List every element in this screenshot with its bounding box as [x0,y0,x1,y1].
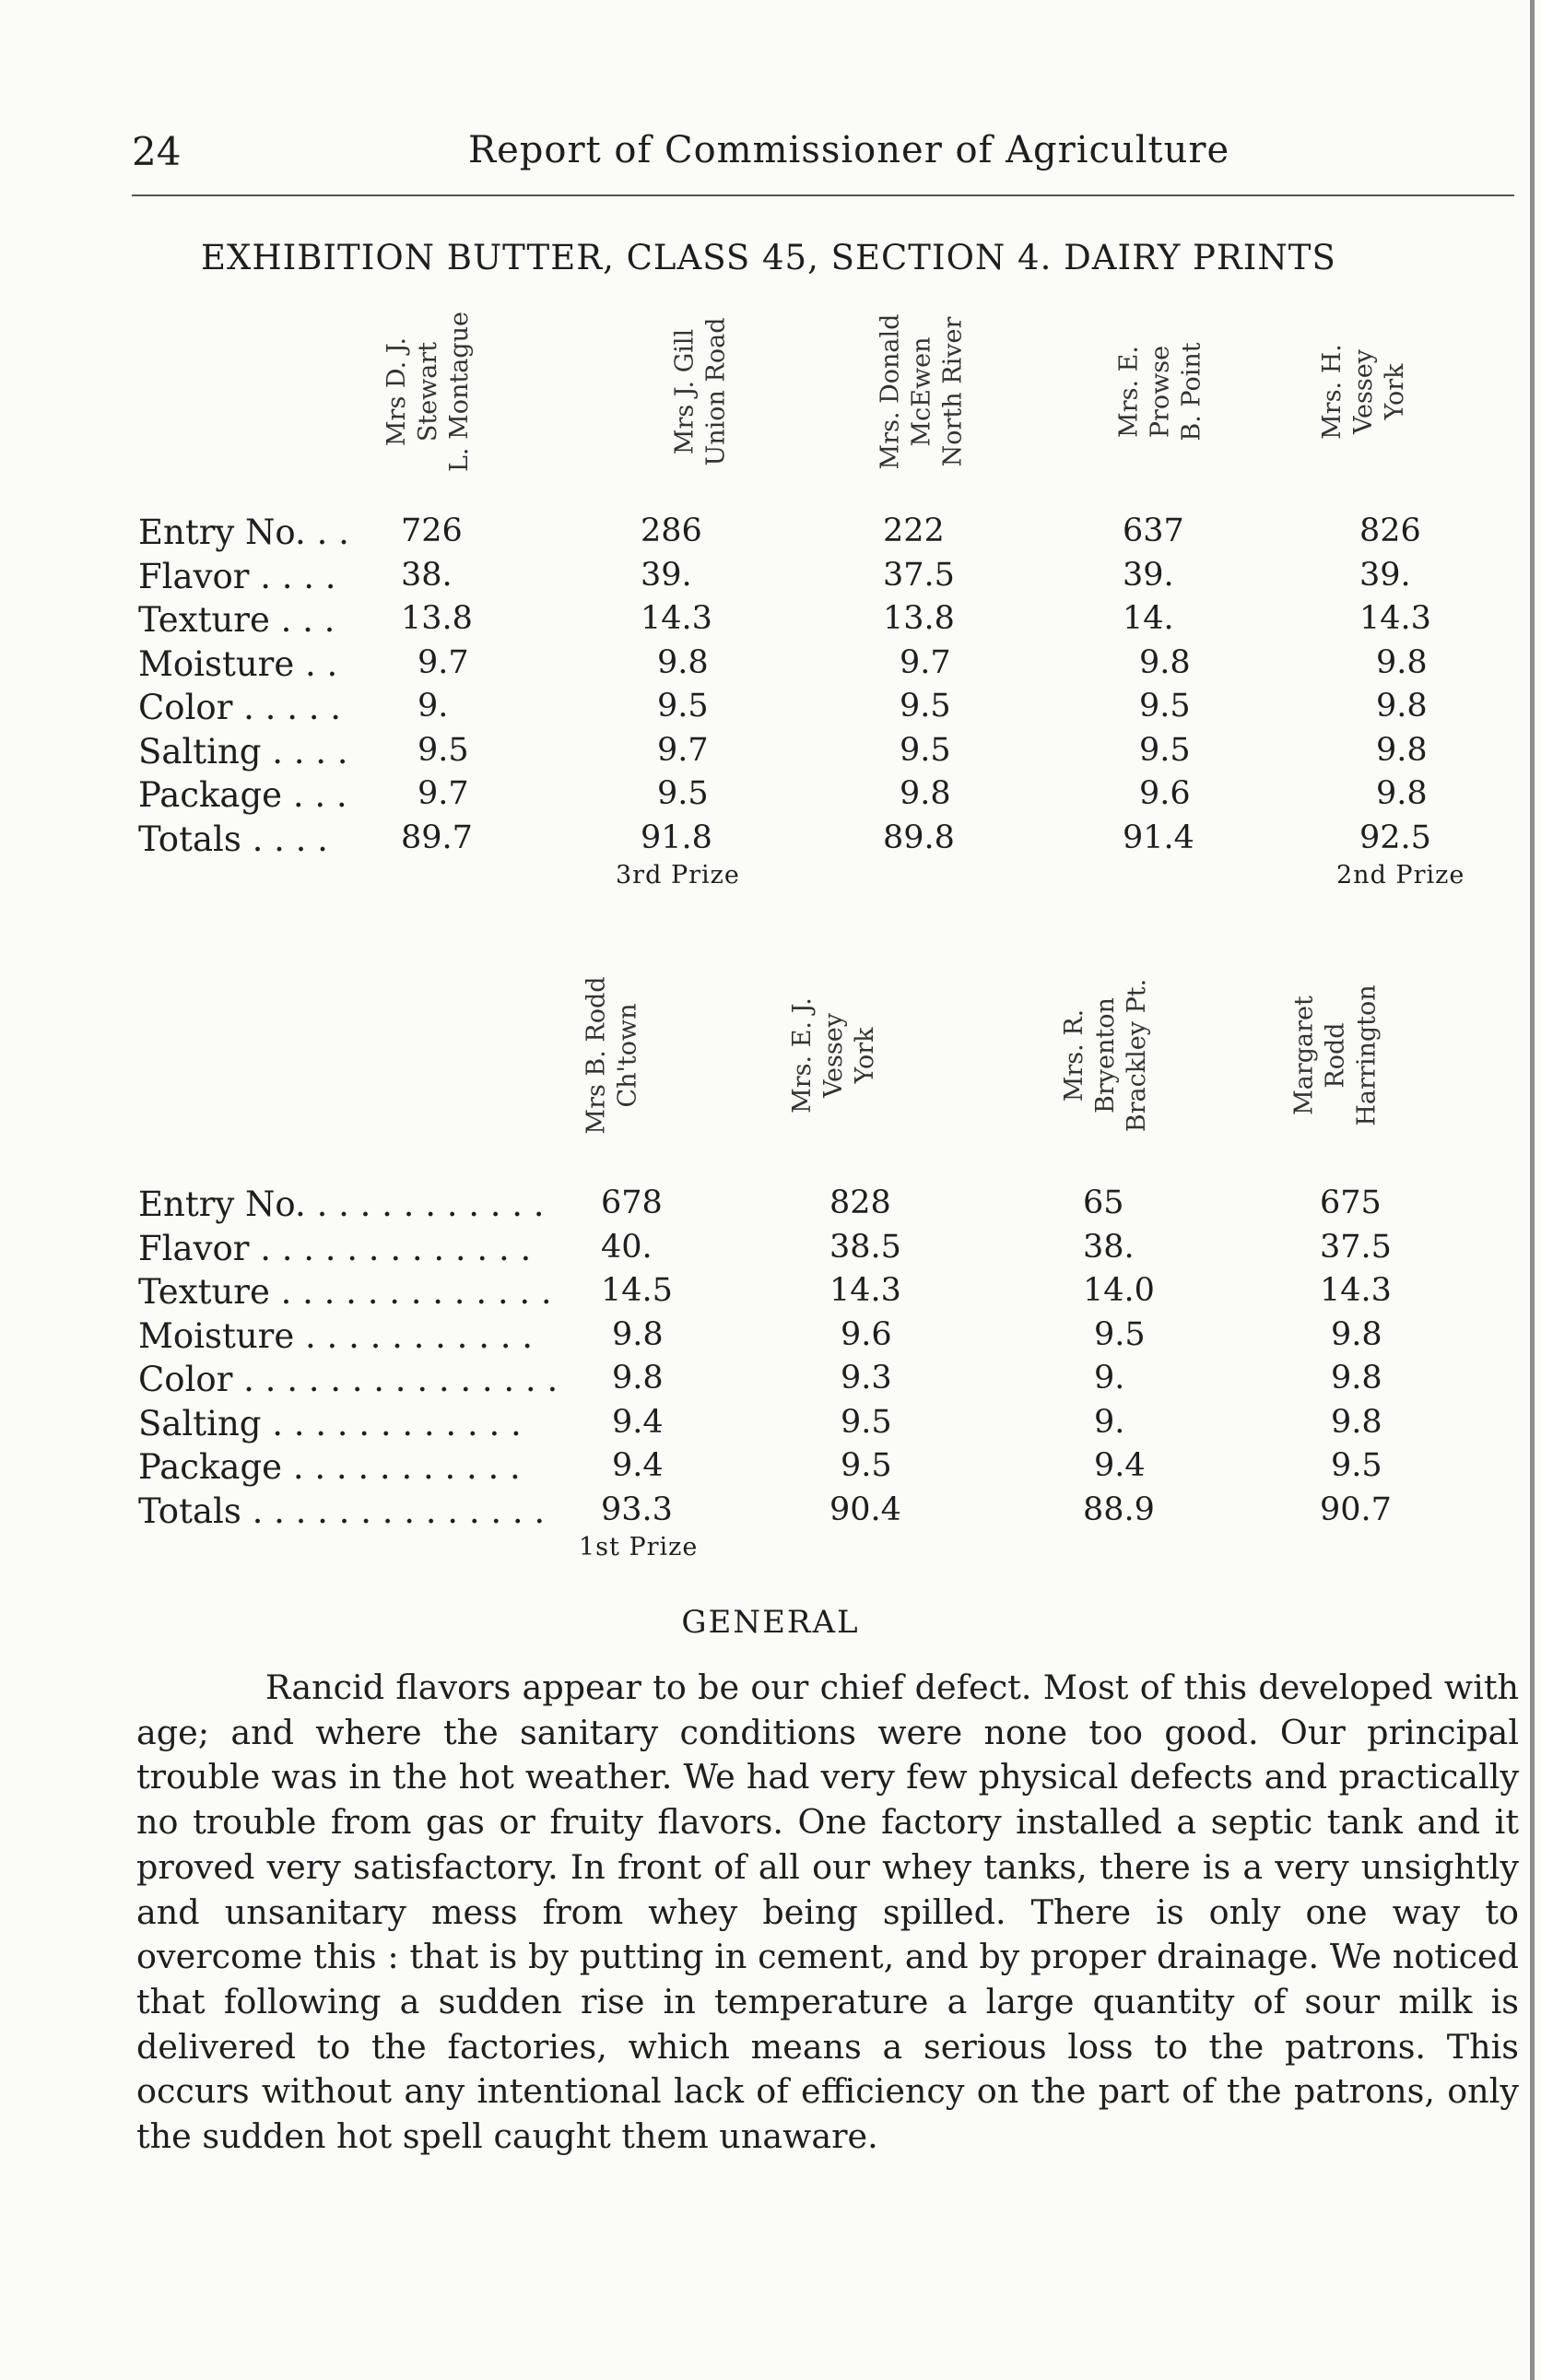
column-header-line: Vessey [1348,349,1378,434]
table-cell: 93.3 [601,1490,673,1528]
row-label: Package . . . . . . . . . . . [138,1447,521,1487]
table-cell: 726 [401,513,463,549]
column-header-line: Union Road [700,317,730,466]
prize-label: 3rd Prize [616,861,740,890]
table-cell: 13.8 [401,600,473,637]
table-cell: 9.4 [612,1403,664,1441]
column-header [1055,304,1267,479]
table-cell: 9.8 [612,1315,664,1353]
column-header-line: Mrs. H. [1317,344,1347,440]
table-cell: 9.7 [418,775,469,812]
table-cell: 9.8 [1331,1360,1382,1396]
row-label: Salting . . . . . . . . . . . . [138,1403,522,1443]
page-number: 24 [132,129,182,174]
table-cell: 14.3 [829,1272,901,1309]
column-header-text [787,997,881,1113]
column-header-text [1289,984,1383,1125]
table-cell: 9.7 [900,643,951,681]
table-cell: 637 [1123,513,1184,549]
table-cell: 14.5 [601,1272,673,1309]
column-header-line: York [850,1027,879,1084]
table-cell: 9.8 [1376,688,1428,725]
row-label: Entry No. . . [138,513,349,552]
column-header-line: Ch'town [614,1003,642,1108]
column-header-line: Margaret [1289,996,1319,1115]
column-header [507,968,719,1143]
row-label: Salting . . . . [138,731,348,772]
table-cell: 13.8 [883,600,955,637]
table-cell: 37.5 [883,556,955,594]
table-cell: 89.7 [401,819,473,856]
row-label: Package . . . [138,775,347,815]
row-label: Color . . . . . . . . . . . . . . . [138,1360,559,1399]
table-cell: 828 [829,1184,891,1221]
table-cell: 14.0 [1083,1272,1155,1309]
column-header-text [669,318,732,466]
row-label: Texture . . . [138,600,335,640]
table-cell: 9.5 [418,731,469,769]
row-label: Color . . . . . [138,688,341,727]
table-cell: 92.5 [1359,819,1431,856]
table-cell: 9.5 [657,775,709,812]
column-header-text [1114,342,1208,441]
table-cell: 38. [1083,1228,1135,1266]
table-cell: 9.5 [1331,1447,1382,1484]
table-cell: 39. [1123,556,1174,594]
column-header-line: Rodd [1321,1022,1350,1089]
section-heading: GENERAL [681,1604,860,1641]
table-cell: 91.4 [1123,819,1194,856]
table-cell: 39. [1359,556,1411,594]
table-cell: 826 [1359,513,1421,549]
row-label: Totals . . . . . . . . . . . . . . [138,1490,546,1531]
column-header-line: Brackley Pt. [1122,978,1151,1133]
page-edge [1530,0,1535,2380]
table-cell: 222 [883,513,945,549]
table-cell: 9.8 [1139,643,1191,681]
row-label: Totals . . . . [138,819,328,859]
row-label: Flavor . . . . . . . . . . . . . [138,1228,532,1268]
column-header [323,304,535,479]
table-cell: 286 [641,513,702,549]
prize-label: 1st Prize [579,1533,699,1561]
column-header-line: Mrs. Donald [875,313,904,470]
table-cell: 9.5 [900,688,951,725]
table-cell: 675 [1320,1184,1382,1221]
column-header-text [582,976,644,1134]
column-header-text [382,312,476,472]
column-header [594,304,806,479]
table-cell: 89.8 [883,819,955,856]
column-header-line: L. Montague [444,312,474,472]
table-cell: 88.9 [1083,1490,1155,1528]
table-cell: 37.5 [1320,1228,1392,1266]
table-cell: 14.3 [641,600,712,637]
prize-label: 2nd Prize [1336,861,1465,890]
column-header [1230,968,1442,1143]
table-cell: 9.8 [1376,643,1428,681]
table-cell: 9. [1094,1360,1125,1396]
column-header-line: Mrs J. Gill [669,328,699,455]
column-header-line: Mrs. E. J. [787,997,817,1113]
column-header-line: Mrs. R. [1059,1008,1088,1102]
table-cell: 9.5 [841,1447,892,1484]
table-cell: 39. [641,556,692,594]
table-cell: 678 [601,1184,663,1221]
table-cell: 9.5 [900,731,951,769]
table-cell: 9.7 [657,731,709,769]
table-cell: 9.8 [657,643,709,681]
table-cell: 9.8 [1376,731,1428,769]
table-cell: 9.6 [1139,775,1191,812]
table-cell: 9.5 [1139,731,1191,769]
column-header-line: Prowse [1147,345,1175,439]
table-cell: 14. [1123,600,1174,637]
table-cell: 9.4 [612,1447,664,1484]
table-title: EXHIBITION BUTTER, CLASS 45, SECTION 4. DAIRY PRINTS [201,238,1336,277]
column-header-line: Mrs. E. [1115,346,1144,438]
table-cell: 9. [1094,1403,1125,1441]
table-cell: 90.7 [1320,1490,1392,1528]
row-label: Texture . . . . . . . . . . . . . [138,1272,552,1312]
table-cell: 90.4 [829,1490,901,1528]
column-header-line: York [1380,363,1409,420]
column-header-text [875,314,969,470]
table-cell: 9.3 [841,1360,892,1396]
table-cell: 9.8 [612,1360,664,1396]
column-header-line: Mrs B. Rodd [582,976,611,1135]
column-header-text [1317,344,1411,440]
table-cell: 9.7 [418,643,469,681]
running-head: Report of Commissioner of Agriculture [468,129,1230,171]
row-label: Flavor . . . . [138,556,336,596]
column-header-line: B. Point [1178,342,1206,442]
column-header-line: Vessey [818,1013,848,1098]
table-cell: 91.8 [641,819,712,856]
table-cell: 14.3 [1320,1272,1392,1309]
table-cell: 9.6 [841,1315,892,1353]
table-cell: 9.5 [1139,688,1191,725]
header-rule [132,194,1514,196]
table-cell: 9.5 [841,1403,892,1441]
column-header-line: McEwen [906,336,935,447]
table-cell: 9.8 [1331,1403,1382,1441]
general-paragraph: Rancid flavors appear to be our chief defect. Most of this developed with age; and where the sanitary conditions were none too good. Our principal trouble was in the hot weather. We had very few physical defects and practically no trouble from gas or fruity flavors. One factory installed a septic tank and it proved very satisfactory. In front of all our whey tanks, there is a very unsightly and unsanitary mess from whey being spilled. There is only one way to overcome this : that is by putting in cement, and by proper drainage. We noticed that following a sudden rise in temperature a large quantity of sour milk is delivered to the factories, which means a serious loss to the patrons. This occurs without any intentional lack of efficiency on the part of the patrons, only the sudden hot spell caught them unaware. [136,1667,1519,2157]
column-header [728,968,940,1143]
row-label: Entry No. . . . . . . . . . . . [138,1184,545,1224]
column-header [1258,304,1470,479]
row-label: Moisture . . . . . . . . . . . [138,1315,534,1356]
table-cell: 9.8 [900,775,951,812]
column-header-line: Mrs D. J. [382,336,411,447]
column-header [816,304,1028,479]
column-header-line: Bryenton [1090,997,1120,1113]
table-cell: 40. [601,1228,653,1266]
table-cell: 9.8 [1331,1315,1382,1353]
column-header [1000,968,1212,1143]
table-cell: 9.5 [1094,1315,1146,1353]
row-label: Moisture . . [138,643,338,684]
table-cell: 65 [1083,1184,1124,1221]
table-cell: 14.3 [1359,600,1431,637]
table-cell: 9. [418,688,449,725]
column-header-text [1059,979,1153,1132]
table-cell: 9.4 [1094,1447,1146,1484]
column-header-line: Harrington [1352,984,1382,1126]
column-header-line: Stewart [413,341,442,442]
table-cell: 9.8 [1376,775,1428,812]
column-header-line: North River [937,316,967,467]
table-cell: 38. [401,556,453,594]
table-cell: 38.5 [829,1228,901,1266]
table-cell: 9.5 [657,688,709,725]
